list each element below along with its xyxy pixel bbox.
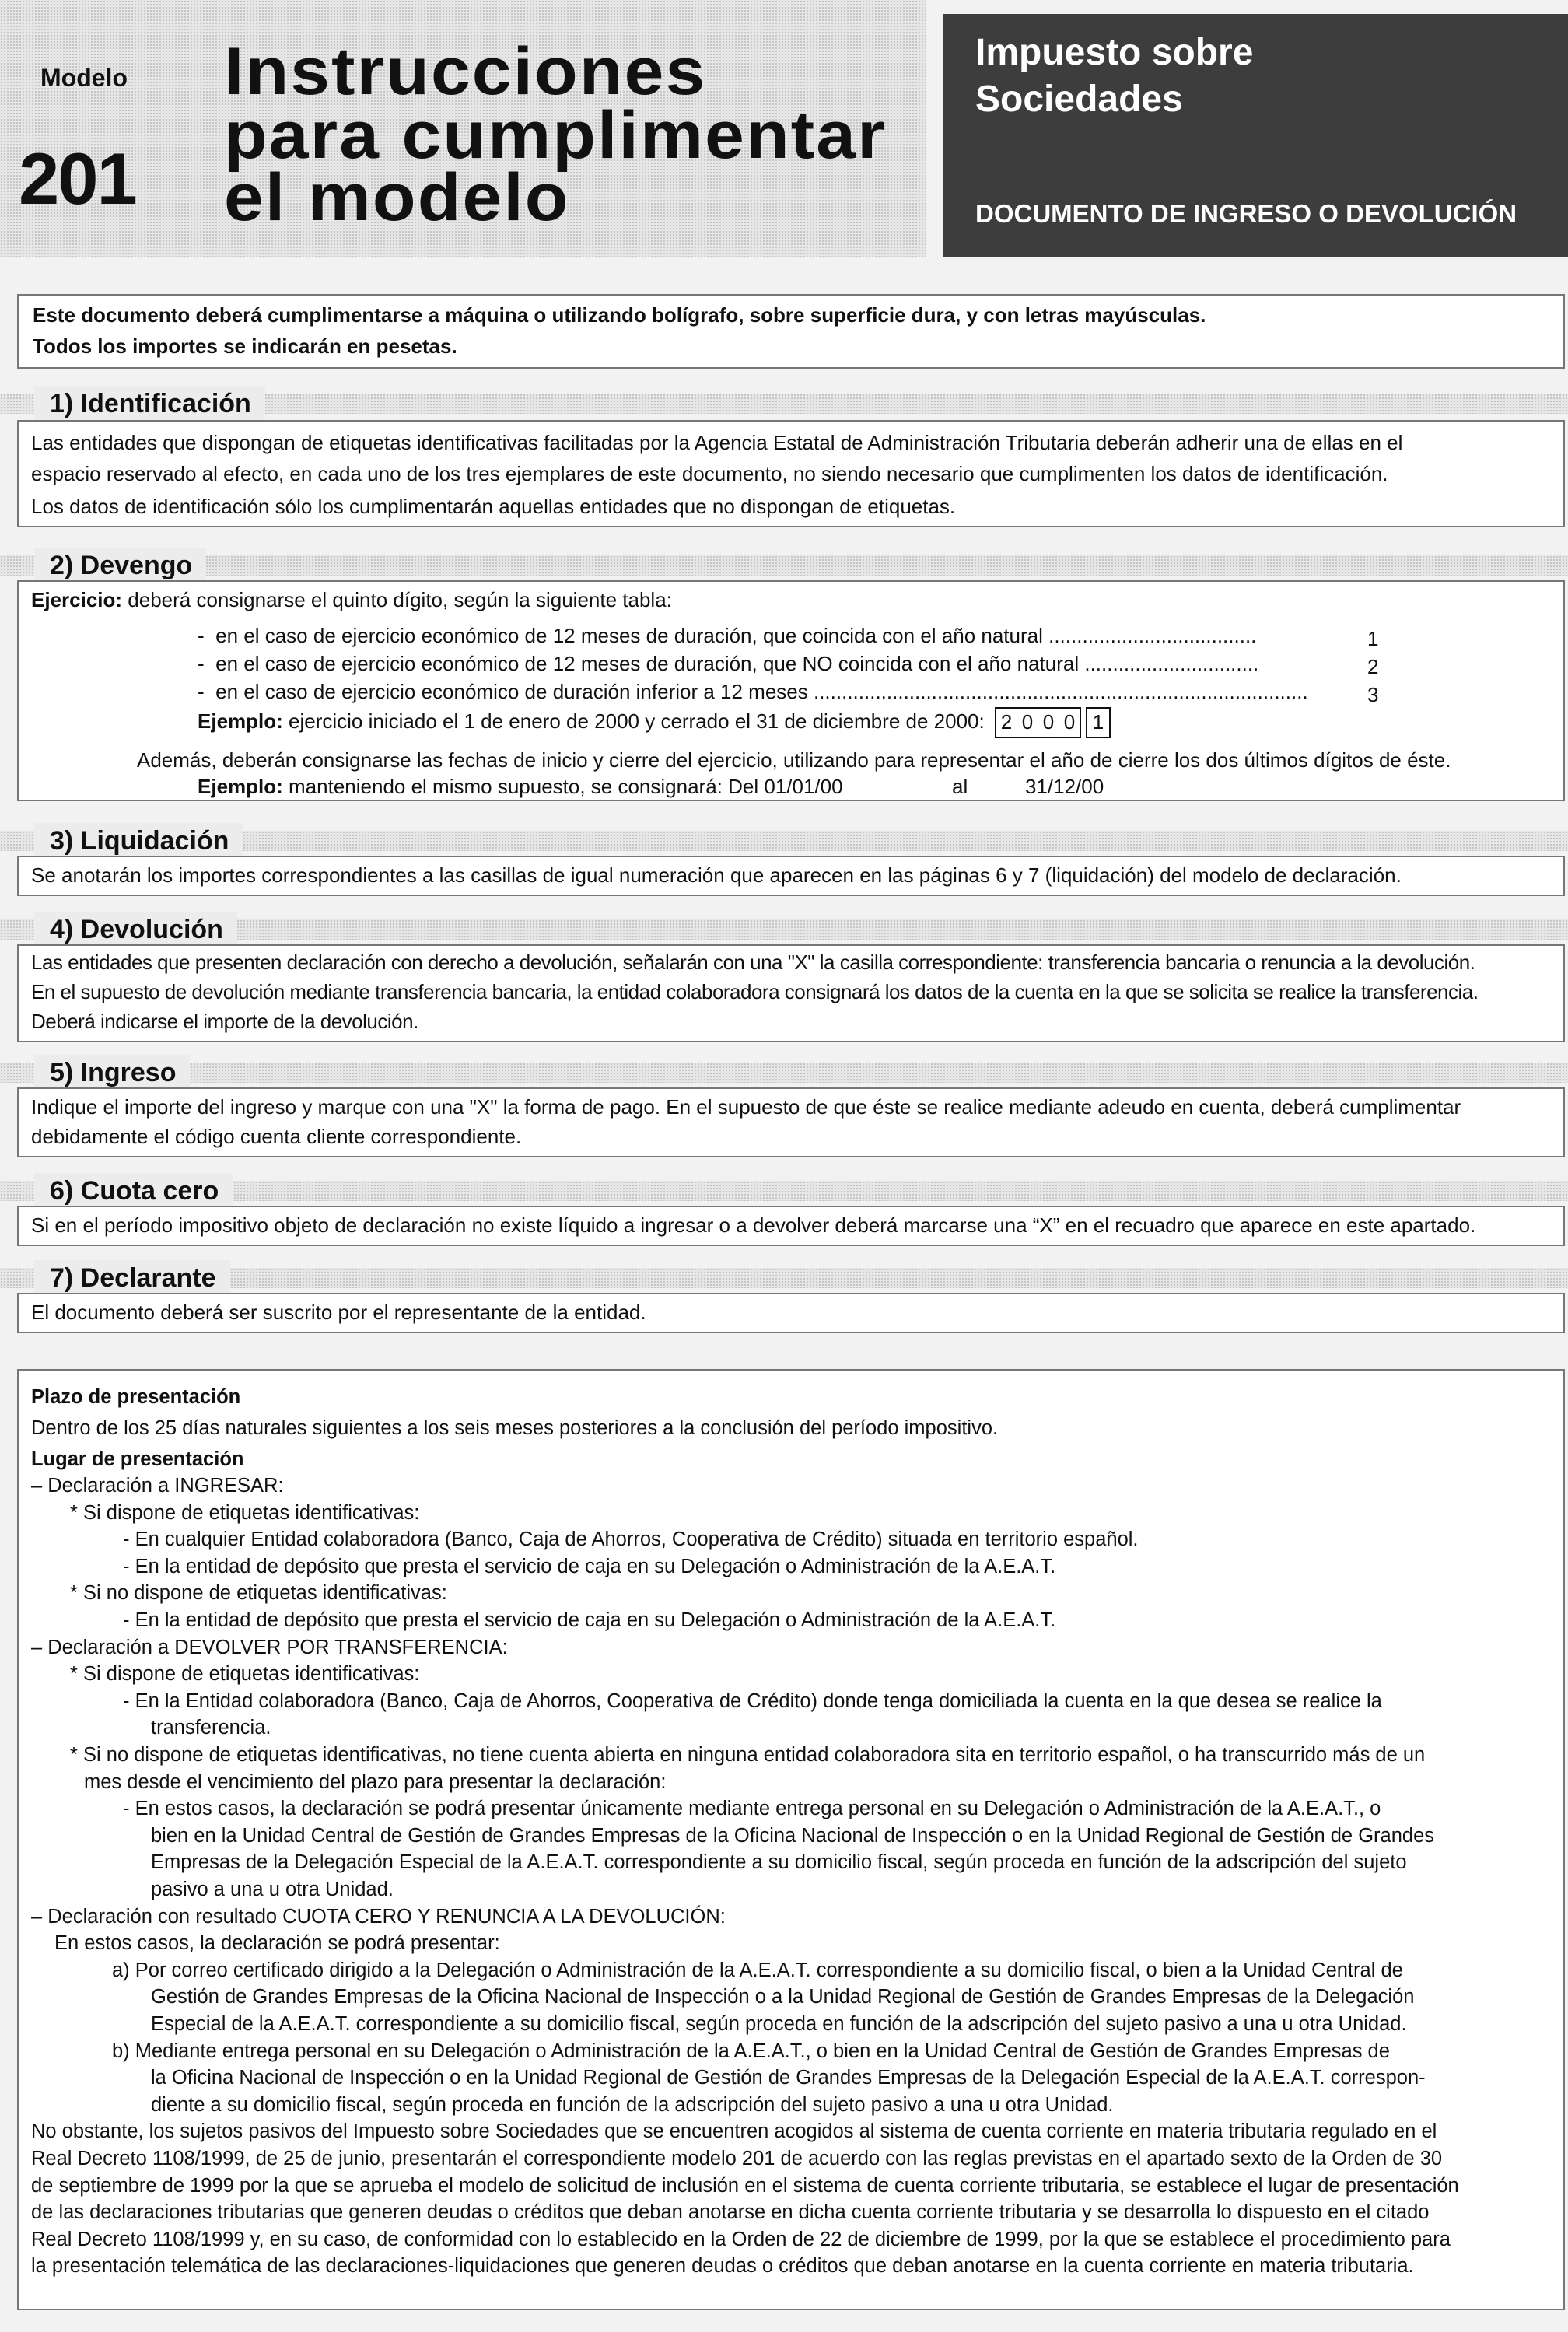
title-block <box>177 0 926 257</box>
lugar-line: transferencia. <box>151 1717 271 1739</box>
lugar-line: de septiembre de 1999 por la que se aprueba el modelo de solicitud de inclusión en el sistema de cuenta corriente tributaria, se establece el lugar de presentación <box>31 2174 1459 2197</box>
devolucion-line-2: En el supuesto de devolución mediante transferencia bancaria, la entidad colaboradora consignará los datos de la cuenta en la que se solicita se realice la transferencia. <box>31 980 1479 1003</box>
devengo-code-2: 2 <box>1367 655 1379 678</box>
lugar-line: No obstante, los sujetos pasivos del Impuesto sobre Sociedades que se encuentren acogidos al sistema de cuenta corriente en materia tributaria regulado en el <box>31 2120 1437 2143</box>
lugar-line: * Si no dispone de etiquetas identificativas: <box>70 1582 447 1605</box>
devengo-option-2: - en el caso de ejercicio económico de 12 meses de duración, que NO coincida con el año natural ............................... <box>198 652 1259 675</box>
devengo-code-3: 3 <box>1367 683 1379 706</box>
lugar-line: a) Por correo certificado dirigido a la Delegación o Administración de la A.E.A.T. correspondiente a su domicilio fiscal, o bien a la Unidad Central de <box>112 1959 1403 1981</box>
section-title-liquidacion: 3) Liquidación <box>34 823 243 859</box>
devengo-code-1: 1 <box>1367 627 1379 650</box>
section-devengo <box>17 580 1565 801</box>
lugar-line: Real Decreto 1108/1999 y, en su caso, de conformidad con lo establecido en la Orden de 22 de diciembre de 1999, por la que se establece el procedimiento para <box>31 2228 1451 2250</box>
identificacion-line-1: Las entidades que dispongan de etiquetas identificativas facilitadas por la Agencia Estatal de Administración Tributaria deberán adherir una de ellas en el <box>31 431 1403 454</box>
modelo-block <box>0 0 177 257</box>
section-header-devengo <box>0 546 1568 585</box>
tax-title-line-1: Impuesto sobre <box>975 32 1254 73</box>
section-identificacion <box>17 420 1565 527</box>
lugar-line: * Si dispone de etiquetas identificativas: <box>70 1501 420 1524</box>
section-header-cuota-cero <box>0 1171 1568 1210</box>
devengo-option-3: - en el caso de ejercicio económico de duración inferior a 12 meses ........................................................................................ <box>198 680 1308 703</box>
lugar-line: - En cualquier Entidad colaboradora (Banco, Caja de Ahorros, Cooperativa de Crédito) situada en territorio español. <box>123 1528 1139 1551</box>
lugar-line: bien en la Unidad Central de Gestión de Grandes Empresas de la Oficina Nacional de Inspección o en la Unidad Regional de Gestión de Grandes <box>151 1824 1435 1847</box>
section-header-declarante <box>0 1259 1568 1297</box>
section-devolucion <box>17 944 1565 1042</box>
page-title-line-2: para cumplimentar <box>224 98 887 173</box>
intro-line-2: Todos los importes se indicarán en pesetas. <box>33 334 457 358</box>
cuota-cero-line-1: Si en el período impositivo objeto de declaración no existe líquido a ingresar o a devolver deberá marcarse una “X” en el recuadro que aparece en este apartado. <box>31 1213 1476 1237</box>
lugar-line: * Si dispone de etiquetas identificativas: <box>70 1663 420 1686</box>
lugar-line: - En estos casos, la declaración se podrá presentar únicamente mediante entrega personal en su Delegación o Administración de la A.E.A.T., o <box>123 1798 1381 1820</box>
lugar-line: la presentación telemática de las declaraciones-liquidaciones que generen deudas o créditos que deban anotarse en la cuenta corriente en materia tributaria. <box>31 2255 1414 2278</box>
lugar-line: la Oficina Nacional de Inspección o en la Unidad Regional de Gestión de Grandes Empresas de la Delegación Especial de la A.E.A.T. correspon- <box>151 2067 1426 2089</box>
section-title-ingreso: 5) Ingreso <box>34 1055 190 1091</box>
section-title-declarante: 7) Declarante <box>34 1260 230 1296</box>
lugar-line: pasivo a una u otra Unidad. <box>151 1879 394 1900</box>
document-subtitle: DOCUMENTO DE INGRESO O DEVOLUCIÓN <box>975 199 1517 228</box>
lugar-heading: Lugar de presentación <box>31 1448 244 1470</box>
ejercicio-stamp: 2 0 0 0 <box>995 707 1081 738</box>
lugar-line: - En la entidad de depósito que presta el servicio de caja en su Delegación o Administración de la A.E.A.T. <box>123 1609 1056 1631</box>
presentation-box <box>17 1369 1565 2310</box>
liquidacion-line-1: Se anotarán los importes correspondientes a las casillas de igual numeración que aparecen en las páginas 6 y 7 (liquidación) del modelo de declaración. <box>31 863 1402 887</box>
lugar-line: – Declaración a DEVOLVER POR TRANSFERENCIA: <box>31 1636 508 1658</box>
ejemplo-line: Ejemplo: ejercicio iniciado el 1 de enero de 2000 y cerrado el 31 de diciembre de 2000: 2 0 0 0 1 <box>198 706 1111 738</box>
section-header-liquidacion <box>0 821 1568 860</box>
lugar-line: * Si no dispone de etiquetas identificativas, no tiene cuenta abierta en ninguna entidad colaboradora sita en territorio español, o ha transcurrido más de un <box>70 1744 1426 1766</box>
modelo-label: Modelo <box>40 64 128 92</box>
devolucion-line-1: Las entidades que presenten declaración con derecho a devolución, señalarán con una "X" la casilla correspondiente: transferencia bancaria o renuncia a la devolución. <box>31 951 1475 974</box>
section-ingreso <box>17 1087 1565 1157</box>
identificacion-line-3: Los datos de identificación sólo los cumplimentarán aquellas entidades que no dispongan de etiquetas. <box>31 495 956 518</box>
tax-title-block <box>943 14 1568 257</box>
lugar-line: mes desde el vencimiento del plazo para presentar la declaración: <box>84 1770 667 1793</box>
lugar-line: b) Mediante entrega personal en su Delegación o Administración de la A.E.A.T., o bien en la Unidad Central de Gestión de Grandes Empresas de <box>112 2040 1390 2062</box>
page-title-line-1: Instrucciones <box>224 34 707 109</box>
devolucion-line-3: Deberá indicarse el importe de la devolución. <box>31 1010 418 1033</box>
intro-line-1: Este documento deberá cumplimentarse a máquina o utilizando bolígrafo, sobre superficie dura, y con letras mayúsculas. <box>33 303 1206 327</box>
section-liquidacion <box>17 856 1565 896</box>
section-title-devolucion: 4) Devolución <box>34 912 237 947</box>
ejercicio-line: Ejercicio: deberá consignarse el quinto dígito, según la siguiente tabla: <box>31 588 672 611</box>
tax-title-line-2: Sociedades <box>975 79 1183 120</box>
end-date: 31/12/00 <box>1025 775 1104 798</box>
lugar-line: – Declaración a INGRESAR: <box>31 1475 284 1497</box>
declarante-line-1: El documento deberá ser suscrito por el representante de la entidad. <box>31 1301 646 1324</box>
al-label: al <box>952 775 968 798</box>
lugar-line: – Declaración con resultado CUOTA CERO Y RENUNCIA A LA DEVOLUCIÓN: <box>31 1905 726 1928</box>
ademas-line: Además, deberán consignarse las fechas de inicio y cierre del ejercicio, utilizando para representar el año de cierre los dos últimos dígitos de éste. <box>137 748 1451 772</box>
lugar-line: Real Decreto 1108/1999, de 25 de junio, presentarán el correspondiente modelo 201 de acuerdo con las reglas previstas en el apartado sexto de la Orden de 30 <box>31 2148 1443 2169</box>
plazo-heading: Plazo de presentación <box>31 1386 241 1408</box>
ingreso-line-1: Indique el importe del ingreso y marque con una "X" la forma de pago. En el supuesto de que éste se realice mediante adeudo en cuenta, deberá cumplimentar <box>31 1095 1461 1119</box>
ingreso-line-2: debidamente el código cuenta cliente correspondiente. <box>31 1125 522 1148</box>
section-title-identificacion: 1) Identificación <box>34 386 265 422</box>
lugar-line: Especial de la A.E.A.T. correspondiente a su domicilio fiscal, según proceda en función de la adscripción del sujeto pasivo a una u otra Unidad. <box>151 2013 1407 2035</box>
lugar-line: diente a su domicilio fiscal, según proceda en función de la adscripción del sujeto pasivo a una u otra Unidad. <box>151 2093 1114 2116</box>
plazo-text: Dentro de los 25 días naturales siguientes a los seis meses posteriores a la conclusión del período impositivo. <box>31 1417 999 1439</box>
ejemplo2-line: Ejemplo: manteniendo el mismo supuesto, se consignará: Del 01/01/00 <box>198 775 843 798</box>
lugar-line: de las declaraciones tributarias que generen deudas o créditos que deban anotarse en dicha cuenta corriente tributaria y se desarrolla lo dispuesto en el citado <box>31 2201 1430 2224</box>
lugar-line: Gestión de Grandes Empresas de la Oficina Nacional de Inspección o a la Unidad Regional de Gestión de Grandes Empresas de la Delegación <box>151 1986 1415 2008</box>
lugar-line: Empresas de la Delegación Especial de la A.E.A.T. correspondiente a su domicilio fiscal, según proceda en función de la adscripción del sujeto <box>151 1851 1407 1874</box>
section-title-cuota-cero: 6) Cuota cero <box>34 1173 233 1209</box>
section-cuota-cero <box>17 1206 1565 1246</box>
section-declarante <box>17 1293 1565 1333</box>
devengo-option-1: - en el caso de ejercicio económico de 12 meses de duración, que coincida con el año natural ..................................... <box>198 624 1257 647</box>
section-header-identificacion <box>0 384 1568 423</box>
lugar-line: - En la entidad de depósito que presta el servicio de caja en su Delegación o Administración de la A.E.A.T. <box>123 1555 1056 1577</box>
page-title-line-3: el modelo <box>224 160 570 235</box>
section-title-devengo: 2) Devengo <box>34 548 206 583</box>
section-header-ingreso <box>0 1053 1568 1092</box>
intro-box <box>17 294 1565 369</box>
lugar-line: - En la Entidad colaboradora (Banco, Caja de Ahorros, Cooperativa de Crédito) donde tenga domiciliada la cuenta en la que desea se realice la <box>123 1689 1382 1712</box>
ejercicio-stamp-digit: 1 <box>1086 707 1111 738</box>
identificacion-line-2: espacio reservado al efecto, en cada uno de los tres ejemplares de este documento, no siendo necesario que cumplimenten los datos de identificación. <box>31 462 1388 485</box>
lugar-line: En estos casos, la declaración se podrá presentar: <box>54 1932 500 1955</box>
modelo-number: 201 <box>19 138 136 219</box>
section-header-devolucion <box>0 910 1568 949</box>
